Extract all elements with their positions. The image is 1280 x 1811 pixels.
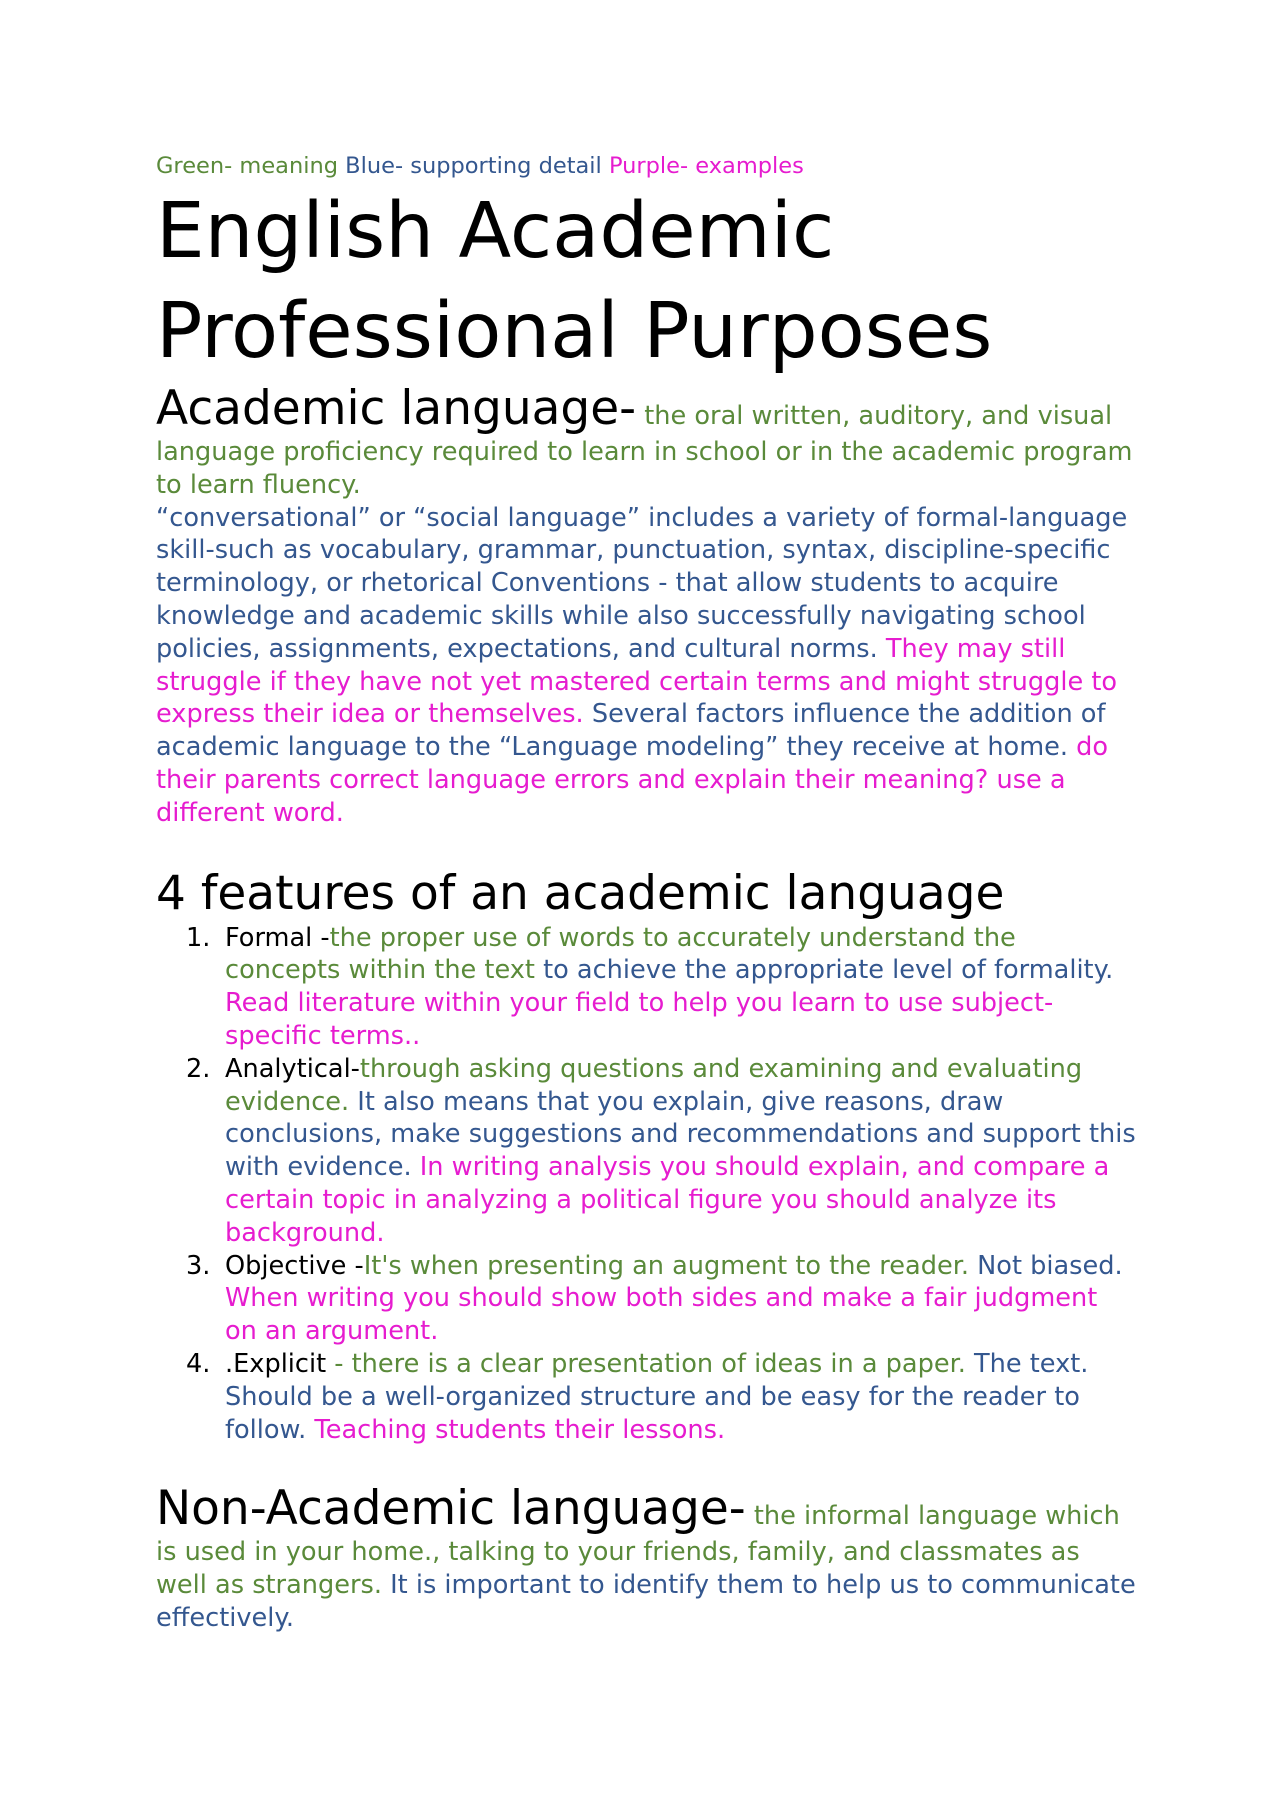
feature-label: Analytical- (225, 1053, 360, 1084)
color-legend (156, 150, 1136, 182)
list-item-number: 3. (186, 1250, 211, 1281)
academic-details-paragraph (156, 502, 1136, 830)
feature-label: Formal - (225, 922, 330, 953)
title-line-2: Professional Purposes (156, 287, 993, 376)
feature-meaning: It's when presenting an augment to the reader. (363, 1250, 969, 1281)
title-line-1: English Academic (156, 187, 835, 276)
feature-meaning: through asking questions and examining and evaluating evidence. (225, 1053, 1083, 1117)
non-academic-meaning: the informal language which is used in your home., talking to your friends, family, and classmates as well as strangers. (156, 1501, 1120, 1601)
legend-blue: Blue- supporting detail (345, 153, 602, 179)
feature-example: Read literature within your field to help you learn to use subject-specific terms.. (225, 988, 1054, 1051)
list-item (156, 1250, 1136, 1348)
non-academic-language-section (156, 1482, 1136, 1634)
feature-detail: to achieve the appropriate level of formality. (534, 955, 1114, 986)
list-item (156, 922, 1136, 1053)
feature-detail: Not biased. (969, 1250, 1123, 1281)
feature-detail: The text. Should be a well-organized structure and be easy for the reader to follow. (225, 1348, 1089, 1445)
non-academic-heading: Non-Academic language- (156, 1481, 746, 1537)
academic-detail-1: “conversational” or “social language” includes a variety of formal-language skill-such as vocabulary, grammar, punctuation, syntax, discipline-specific terminology, or rhetorical Conventions - that allow students to acquire knowledge and academic skills while also successfully navigating school policies, assignments, expectations, and cultural norms. (156, 502, 1128, 664)
feature-example: Teaching students their lessons. (306, 1414, 726, 1445)
list-item (156, 1053, 1136, 1250)
academic-detail-2: Several factors influence the addition of academic language to the “Language modeling” they receive at home. (156, 699, 1106, 763)
feature-example: In writing analysis you should explain, and compare a certain topic in analyzing a political figure you should analyze its background. (225, 1152, 1110, 1248)
feature-meaning: - there is a clear presentation of ideas in a paper. (326, 1348, 966, 1379)
feature-example: When writing you should show both sides and make a fair judgment on an argument. (225, 1283, 1098, 1347)
feature-detail: It also means that you explain, give reasons, draw conclusions, make suggestions and recommendations and support this with evidence. (225, 1086, 1136, 1183)
list-item-number: 1. (186, 922, 211, 953)
academic-example-1: They may still struggle if they have not yet mastered certain terms and might struggle to express their idea or themselves. (156, 633, 1118, 730)
document-content (156, 150, 1136, 1635)
legend-green: Green- meaning (156, 153, 339, 179)
non-academic-detail: It is important to identify them to help us to communicate effectively. (156, 1570, 1136, 1633)
list-item (156, 1348, 1136, 1446)
academic-meaning: the oral written, auditory, and visual language proficiency required to learn in school or in the academic program to learn fluency. (156, 401, 1133, 500)
feature-label: .Explicit (225, 1348, 327, 1379)
feature-label: Objective - (225, 1250, 364, 1281)
academic-example-2: do their parents correct language errors and explain their meaning? use a different word. (156, 732, 1109, 828)
features-list (156, 922, 1136, 1447)
features-heading: 4 features of an academic language (156, 865, 1005, 921)
page-title (156, 182, 1136, 382)
academic-language-section (156, 382, 1136, 830)
legend-purple: Purple- examples (608, 153, 804, 179)
feature-meaning: the proper use of words to accurately understand the concepts within the text (225, 922, 1016, 986)
list-item-number: 2. (186, 1053, 211, 1084)
academic-language-heading: Academic language- (156, 381, 637, 436)
list-item-number: 4. (186, 1348, 211, 1379)
academic-language-paragraph (156, 382, 1136, 502)
